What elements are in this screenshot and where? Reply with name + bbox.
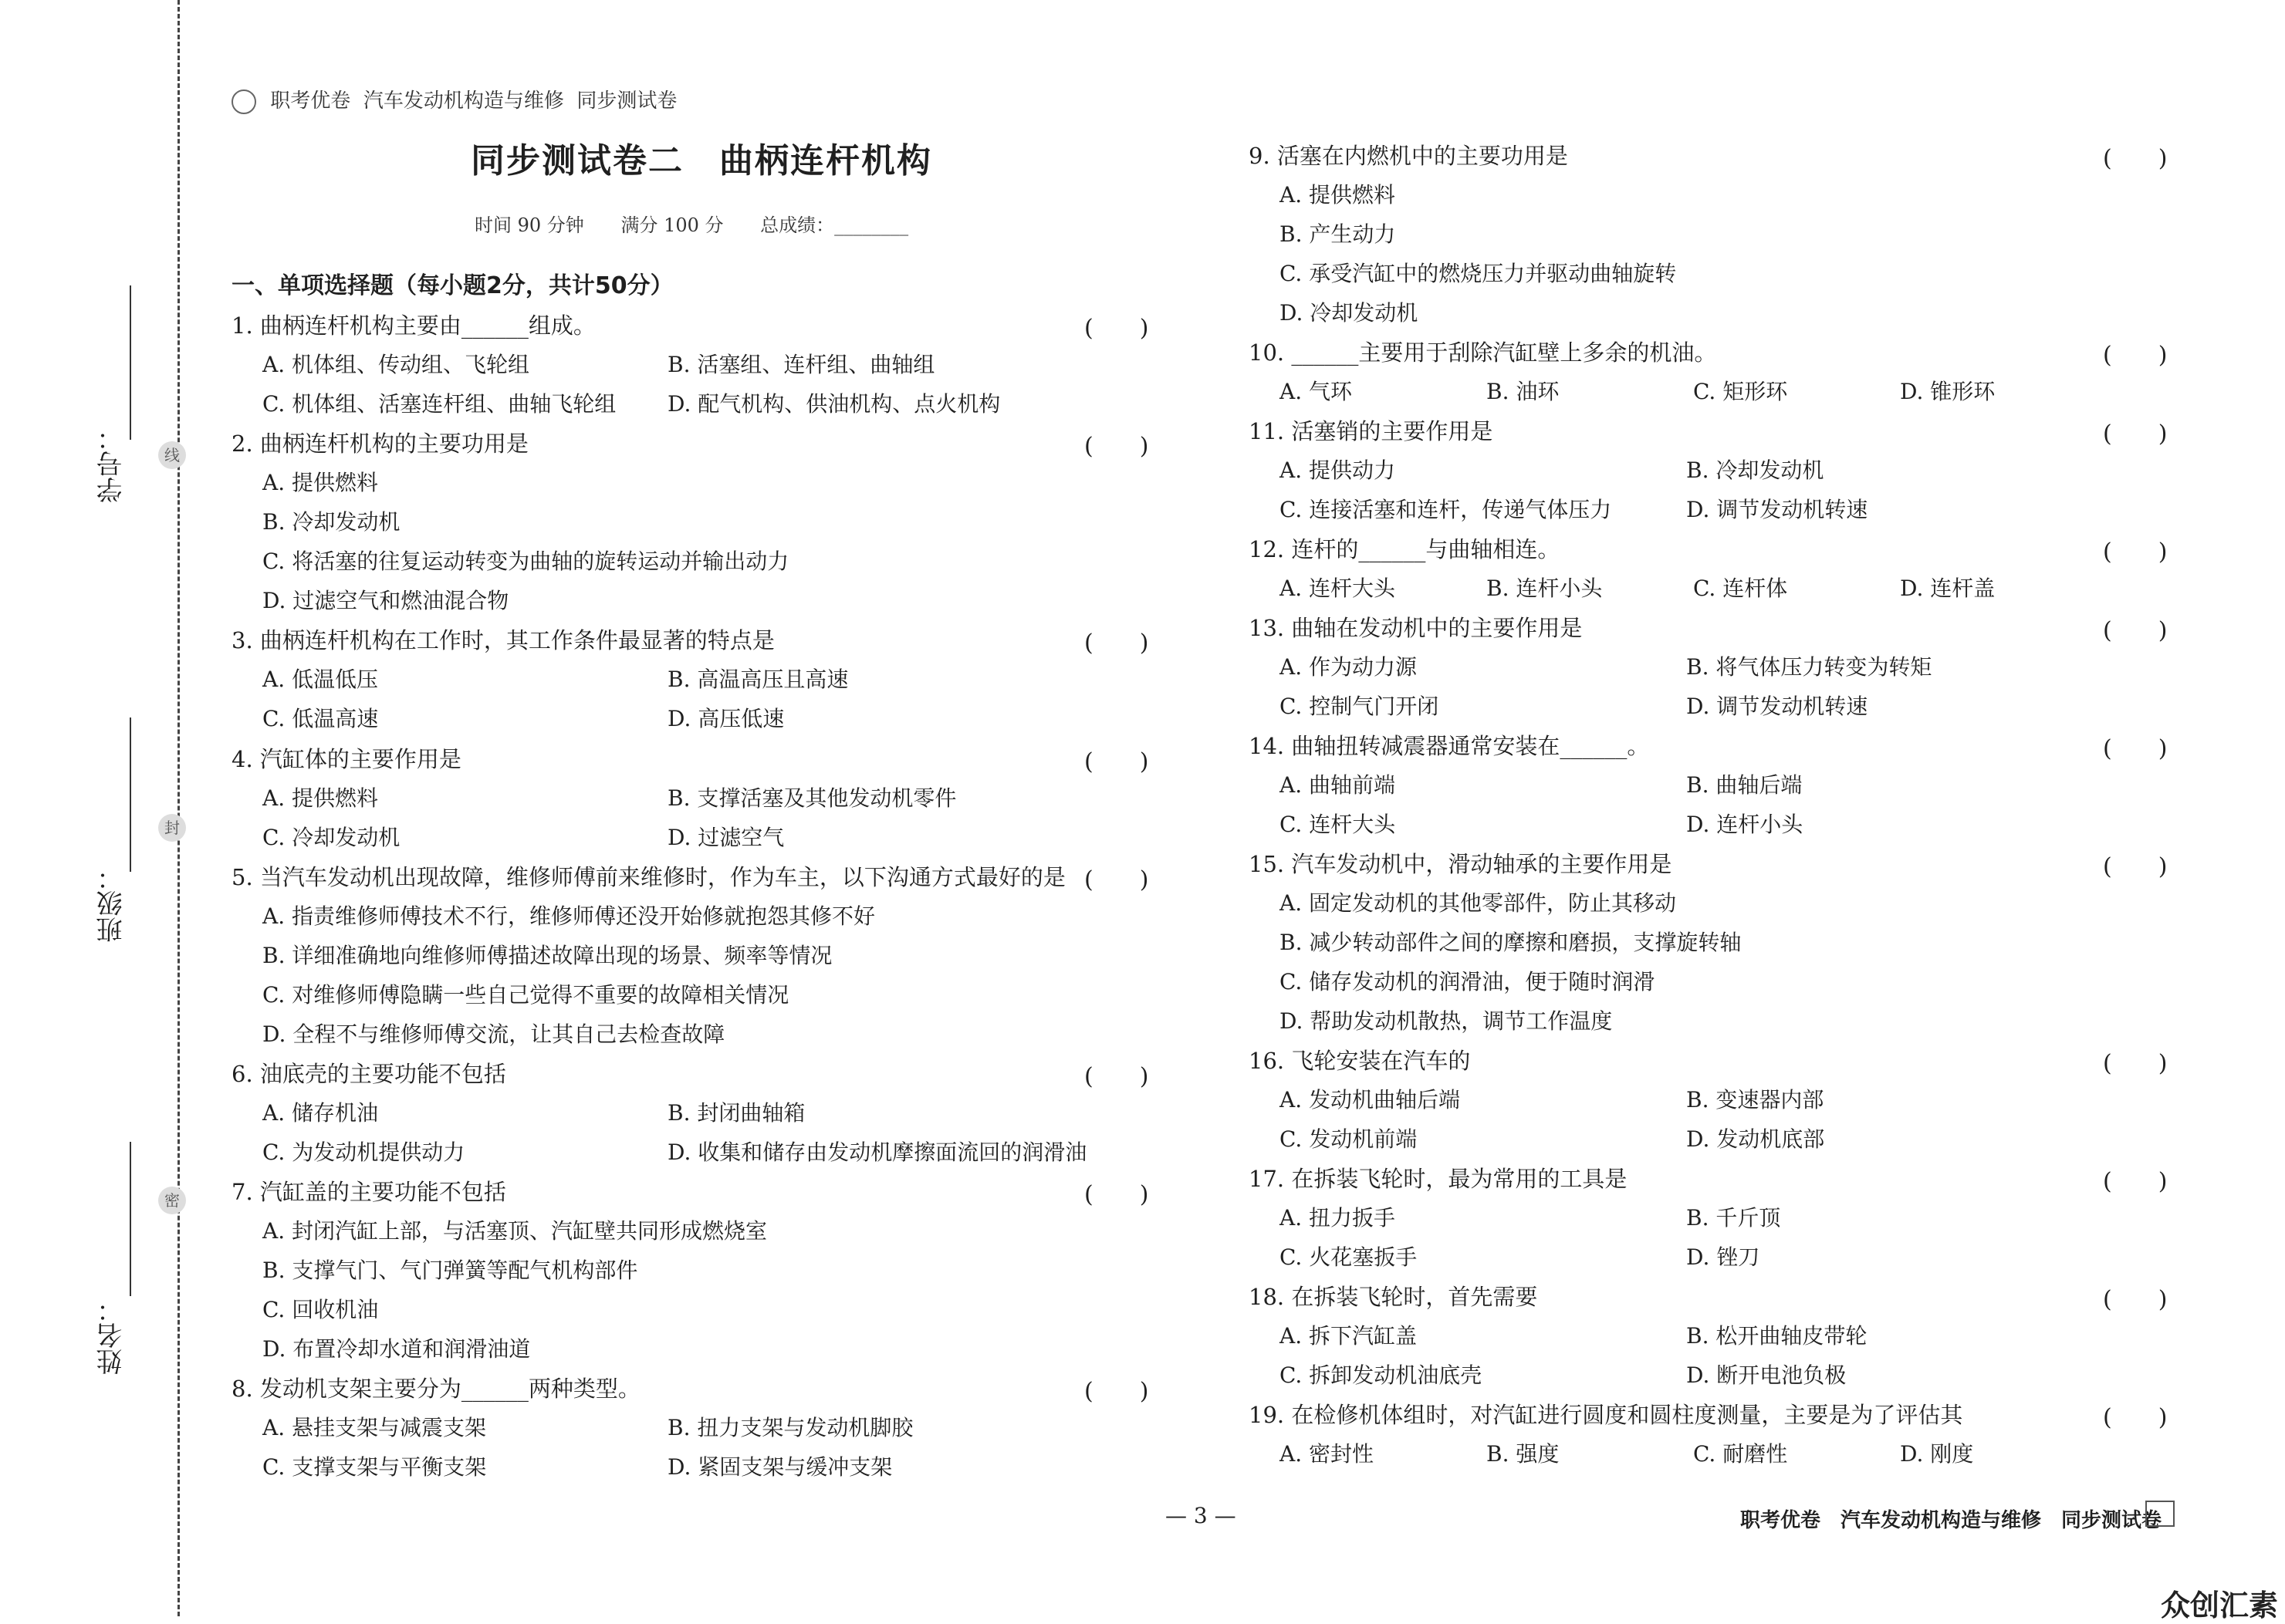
- question-stem: 4. 汽缸体的主要作用是: [232, 746, 461, 772]
- question-stem: 12. 连杆的______与曲轴相连。: [1249, 536, 1560, 562]
- answer-option[interactable]: A. 提供燃料: [1279, 182, 1396, 208]
- question-stem: 15. 汽车发动机中，滑动轴承的主要作用是: [1249, 851, 1672, 877]
- footer-brand: 职考优卷 汽车发动机构造与维修 同步测试卷: [1740, 1509, 2162, 1532]
- answer-option[interactable]: B. 支撑活塞及其他发动机零件: [668, 785, 957, 811]
- mark-seal: 封: [158, 814, 186, 842]
- question-stem: 16. 飞轮安装在汽车的: [1249, 1048, 1471, 1074]
- answer-option[interactable]: A. 固定发动机的其他零部件，防止其移动: [1279, 890, 1677, 916]
- answer-option[interactable]: A. 封闭汽缸上部，与活塞顶、汽缸壁共同形成燃烧室: [262, 1218, 768, 1244]
- answer-paren: ( ): [2103, 853, 2168, 880]
- answer-option[interactable]: C. 耐磨性: [1693, 1441, 1788, 1467]
- question-stem: 13. 曲轴在发动机中的主要作用是: [1249, 615, 1583, 641]
- answer-paren: ( ): [2103, 145, 2168, 172]
- answer-option[interactable]: A. 作为动力源: [1279, 654, 1418, 680]
- answer-option[interactable]: C. 连接活塞和连杆，传递气体压力: [1279, 497, 1612, 522]
- answer-option[interactable]: B. 曲轴后端: [1686, 772, 1803, 798]
- answer-option[interactable]: B. 千斤顶: [1686, 1205, 1781, 1231]
- answer-paren: ( ): [1084, 630, 1149, 657]
- answer-option[interactable]: D. 连杆小头: [1686, 812, 1803, 837]
- answer-option[interactable]: C. 为发动机提供动力: [262, 1140, 465, 1165]
- answer-option[interactable]: B. 封闭曲轴箱: [668, 1100, 806, 1126]
- answer-option[interactable]: A. 连杆大头: [1279, 576, 1396, 601]
- answer-option[interactable]: B. 详细准确地向维修师傅描述故障出现的场景、频率等情况: [262, 943, 833, 968]
- answer-option[interactable]: B. 高温高压且高速: [668, 667, 849, 692]
- student-no-label: 学号：: [96, 424, 127, 503]
- answer-option[interactable]: D. 调节发动机转速: [1686, 694, 1868, 719]
- answer-option[interactable]: D. 刚度: [1900, 1441, 1974, 1467]
- header-brand: 职考优卷: [270, 89, 351, 113]
- name-field[interactable]: [93, 1296, 154, 1375]
- answer-paren: ( ): [1084, 315, 1149, 342]
- answer-option[interactable]: D. 全程不与维修师傅交流，让其自己去检查故障: [262, 1021, 725, 1047]
- answer-paren: ( ): [2103, 420, 2168, 447]
- answer-option[interactable]: B. 连杆小头: [1486, 576, 1603, 601]
- answer-option[interactable]: A. 机体组、传动组、飞轮组: [262, 352, 530, 377]
- question-stem: 19. 在检修机体组时，对汽缸进行圆度和圆柱度测量，主要是为了评估其: [1249, 1402, 1963, 1428]
- question-stem: 9. 活塞在内燃机中的主要功用是: [1249, 143, 1568, 169]
- answer-option[interactable]: C. 支撑支架与平衡支架: [262, 1454, 487, 1480]
- exam-full-score: 满分 100 分: [620, 214, 724, 236]
- page-title: 同步测试卷二 曲柄连杆机构: [471, 141, 932, 181]
- answer-option[interactable]: C. 控制气门开闭: [1279, 694, 1439, 719]
- exam-total-score: 总成绩：________: [760, 214, 909, 236]
- answer-option[interactable]: D. 锥形环: [1900, 379, 1996, 404]
- answer-option[interactable]: C. 矩形环: [1693, 379, 1788, 404]
- question-stem: 3. 曲柄连杆机构在工作时，其工作条件最显著的特点是: [232, 627, 775, 653]
- answer-option[interactable]: A. 气环: [1279, 379, 1353, 404]
- watermark-logo: 众创汇素: [2161, 1589, 2279, 1622]
- answer-option[interactable]: C. 回收机油: [262, 1297, 379, 1322]
- answer-option[interactable]: D. 配气机构、供油机构、点火机构: [668, 391, 1001, 417]
- answer-option[interactable]: D. 高压低速: [668, 706, 785, 731]
- answer-paren: ( ): [2103, 1286, 2168, 1313]
- class-label: 班级：: [96, 864, 127, 943]
- question-stem: 1. 曲柄连杆机构主要由______组成。: [232, 312, 596, 339]
- answer-option[interactable]: A. 提供燃料: [262, 785, 379, 811]
- class-line: [130, 717, 131, 872]
- question-stem: 11. 活塞销的主要作用是: [1249, 418, 1493, 444]
- answer-option[interactable]: C. 连杆大头: [1279, 812, 1396, 837]
- exam-info: [475, 210, 939, 237]
- answer-option[interactable]: A. 发动机曲轴后端: [1279, 1087, 1461, 1112]
- question-stem: 8. 发动机支架主要分为______两种类型。: [232, 1376, 641, 1402]
- answer-paren: ( ): [1084, 1378, 1149, 1405]
- answer-paren: ( ): [1084, 1181, 1149, 1208]
- answer-option[interactable]: B. 支撑气门、气门弹簧等配气机构部件: [262, 1258, 638, 1283]
- answer-option[interactable]: C. 低温高速: [262, 706, 379, 731]
- answer-paren: ( ): [2103, 539, 2168, 566]
- answer-option[interactable]: B. 扭力支架与发动机脚胶: [668, 1415, 914, 1440]
- answer-option[interactable]: D. 冷却发动机: [1279, 300, 1418, 326]
- answer-option[interactable]: C. 对维修师傅隐瞒一些自己觉得不重要的故障相关情况: [262, 982, 789, 1008]
- question-stem: 7. 汽缸盖的主要功能不包括: [232, 1179, 506, 1205]
- answer-option[interactable]: D. 布置冷却水道和润滑油道: [262, 1336, 531, 1362]
- answer-option[interactable]: B. 油环: [1486, 379, 1560, 404]
- answer-option[interactable]: B. 冷却发动机: [262, 509, 401, 535]
- answer-paren: ( ): [1084, 866, 1149, 893]
- answer-option[interactable]: D. 连杆盖: [1900, 576, 1996, 601]
- answer-paren: ( ): [1084, 748, 1149, 775]
- answer-paren: ( ): [2103, 1050, 2168, 1077]
- name-line: [130, 1142, 131, 1296]
- question-stem: 2. 曲柄连杆机构的主要功用是: [232, 430, 529, 457]
- answer-option[interactable]: A. 指责维修师傅技术不行，维修师傅还没开始修就抱怨其修不好: [262, 903, 876, 929]
- answer-option[interactable]: D. 过滤空气: [668, 825, 785, 850]
- student-no-field[interactable]: [93, 424, 154, 503]
- answer-option[interactable]: A. 密封性: [1279, 1441, 1374, 1467]
- class-field[interactable]: [93, 864, 154, 943]
- answer-option[interactable]: C. 储存发动机的润滑油，便于随时润滑: [1279, 969, 1655, 994]
- answer-option[interactable]: C. 发动机前端: [1279, 1126, 1418, 1152]
- answer-option[interactable]: C. 冷却发动机: [262, 825, 401, 850]
- answer-option[interactable]: B. 冷却发动机: [1686, 457, 1824, 483]
- answer-option[interactable]: A. 提供燃料: [262, 470, 379, 495]
- answer-option[interactable]: A. 扭力扳手: [1279, 1205, 1396, 1231]
- mark-line: 线: [158, 441, 186, 469]
- answer-paren: ( ): [2103, 735, 2168, 762]
- answer-option[interactable]: C. 拆卸发动机油底壳: [1279, 1362, 1482, 1388]
- notebook-icon: [2145, 1501, 2175, 1527]
- answer-option[interactable]: D. 锉刀: [1686, 1244, 1760, 1270]
- answer-option[interactable]: D. 紧固支架与缓冲支架: [668, 1454, 893, 1480]
- question-stem: 18. 在拆装飞轮时，首先需要: [1249, 1284, 1538, 1310]
- student-no-line: [130, 285, 131, 440]
- answer-option[interactable]: B. 产生动力: [1279, 221, 1396, 247]
- header-subject: 汽车发动机构造与维修: [363, 89, 564, 113]
- answer-option[interactable]: D. 收集和储存由发动机摩擦面流回的润滑油: [668, 1140, 1087, 1165]
- binding-dashed-line: [177, 0, 180, 1616]
- answer-option[interactable]: C. 机体组、活塞连杆组、曲轴飞轮组: [262, 391, 617, 417]
- answer-option[interactable]: D. 帮助发动机散热，调节工作温度: [1279, 1008, 1613, 1034]
- answer-option[interactable]: C. 火花塞扳手: [1279, 1244, 1418, 1270]
- exam-time: 时间 90 分钟: [475, 214, 584, 236]
- answer-option[interactable]: A. 悬挂支架与减震支架: [262, 1415, 487, 1440]
- answer-option[interactable]: D. 调节发动机转速: [1686, 497, 1868, 522]
- question-stem: 17. 在拆装飞轮时，最为常用的工具是: [1249, 1166, 1628, 1192]
- question-stem: 10. ______主要用于刮除汽缸壁上多余的机油。: [1249, 339, 1717, 366]
- answer-option[interactable]: A. 提供动力: [1279, 457, 1396, 483]
- answer-paren: ( ): [2103, 1404, 2168, 1431]
- answer-option[interactable]: B. 减少转动部件之间的摩擦和磨损，支撑旋转轴: [1279, 930, 1742, 955]
- mark-close: 密: [158, 1187, 186, 1214]
- page-number: — 3 —: [1165, 1503, 1236, 1528]
- question-stem: 6. 油底壳的主要功能不包括: [232, 1061, 506, 1087]
- answer-option[interactable]: C. 连杆体: [1693, 576, 1788, 601]
- answer-option[interactable]: C. 承受汽缸中的燃烧压力并驱动曲轴旋转: [1279, 261, 1677, 286]
- answer-paren: ( ): [1084, 1063, 1149, 1090]
- header-series: 同步测试卷: [576, 89, 678, 113]
- answer-option[interactable]: A. 曲轴前端: [1279, 772, 1396, 798]
- answer-paren: ( ): [2103, 617, 2168, 644]
- answer-option[interactable]: B. 强度: [1486, 1441, 1560, 1467]
- answer-paren: ( ): [1084, 433, 1149, 460]
- answer-paren: ( ): [2103, 342, 2168, 369]
- check-logo-icon: [232, 89, 256, 114]
- page-header: [232, 85, 677, 114]
- answer-option[interactable]: D. 断开电池负极: [1686, 1362, 1847, 1388]
- answer-option[interactable]: B. 变速器内部: [1686, 1087, 1824, 1112]
- answer-option[interactable]: A. 储存机油: [262, 1100, 379, 1126]
- answer-option[interactable]: A. 拆下汽缸盖: [1279, 1323, 1418, 1349]
- answer-option[interactable]: B. 松开曲轴皮带轮: [1686, 1323, 1868, 1349]
- section-title: 一、单项选择题（每小题2分，共计50分）: [232, 272, 674, 299]
- answer-option[interactable]: B. 将气体压力转变为转矩: [1686, 654, 1932, 680]
- answer-option[interactable]: A. 低温低压: [262, 667, 379, 692]
- answer-paren: ( ): [2103, 1168, 2168, 1195]
- question-stem: 5. 当汽车发动机出现故障，维修师傅前来维修时，作为车主，以下沟通方式最好的是: [232, 864, 1066, 890]
- answer-option[interactable]: D. 过滤空气和燃油混合物: [262, 588, 509, 613]
- answer-option[interactable]: B. 活塞组、连杆组、曲轴组: [668, 352, 935, 377]
- answer-option[interactable]: D. 发动机底部: [1686, 1126, 1825, 1152]
- name-label: 姓名：: [96, 1296, 127, 1375]
- answer-option[interactable]: C. 将活塞的往复运动转变为曲轴的旋转运动并输出动力: [262, 549, 789, 574]
- question-stem: 14. 曲轴扭转减震器通常安装在______。: [1249, 733, 1650, 759]
